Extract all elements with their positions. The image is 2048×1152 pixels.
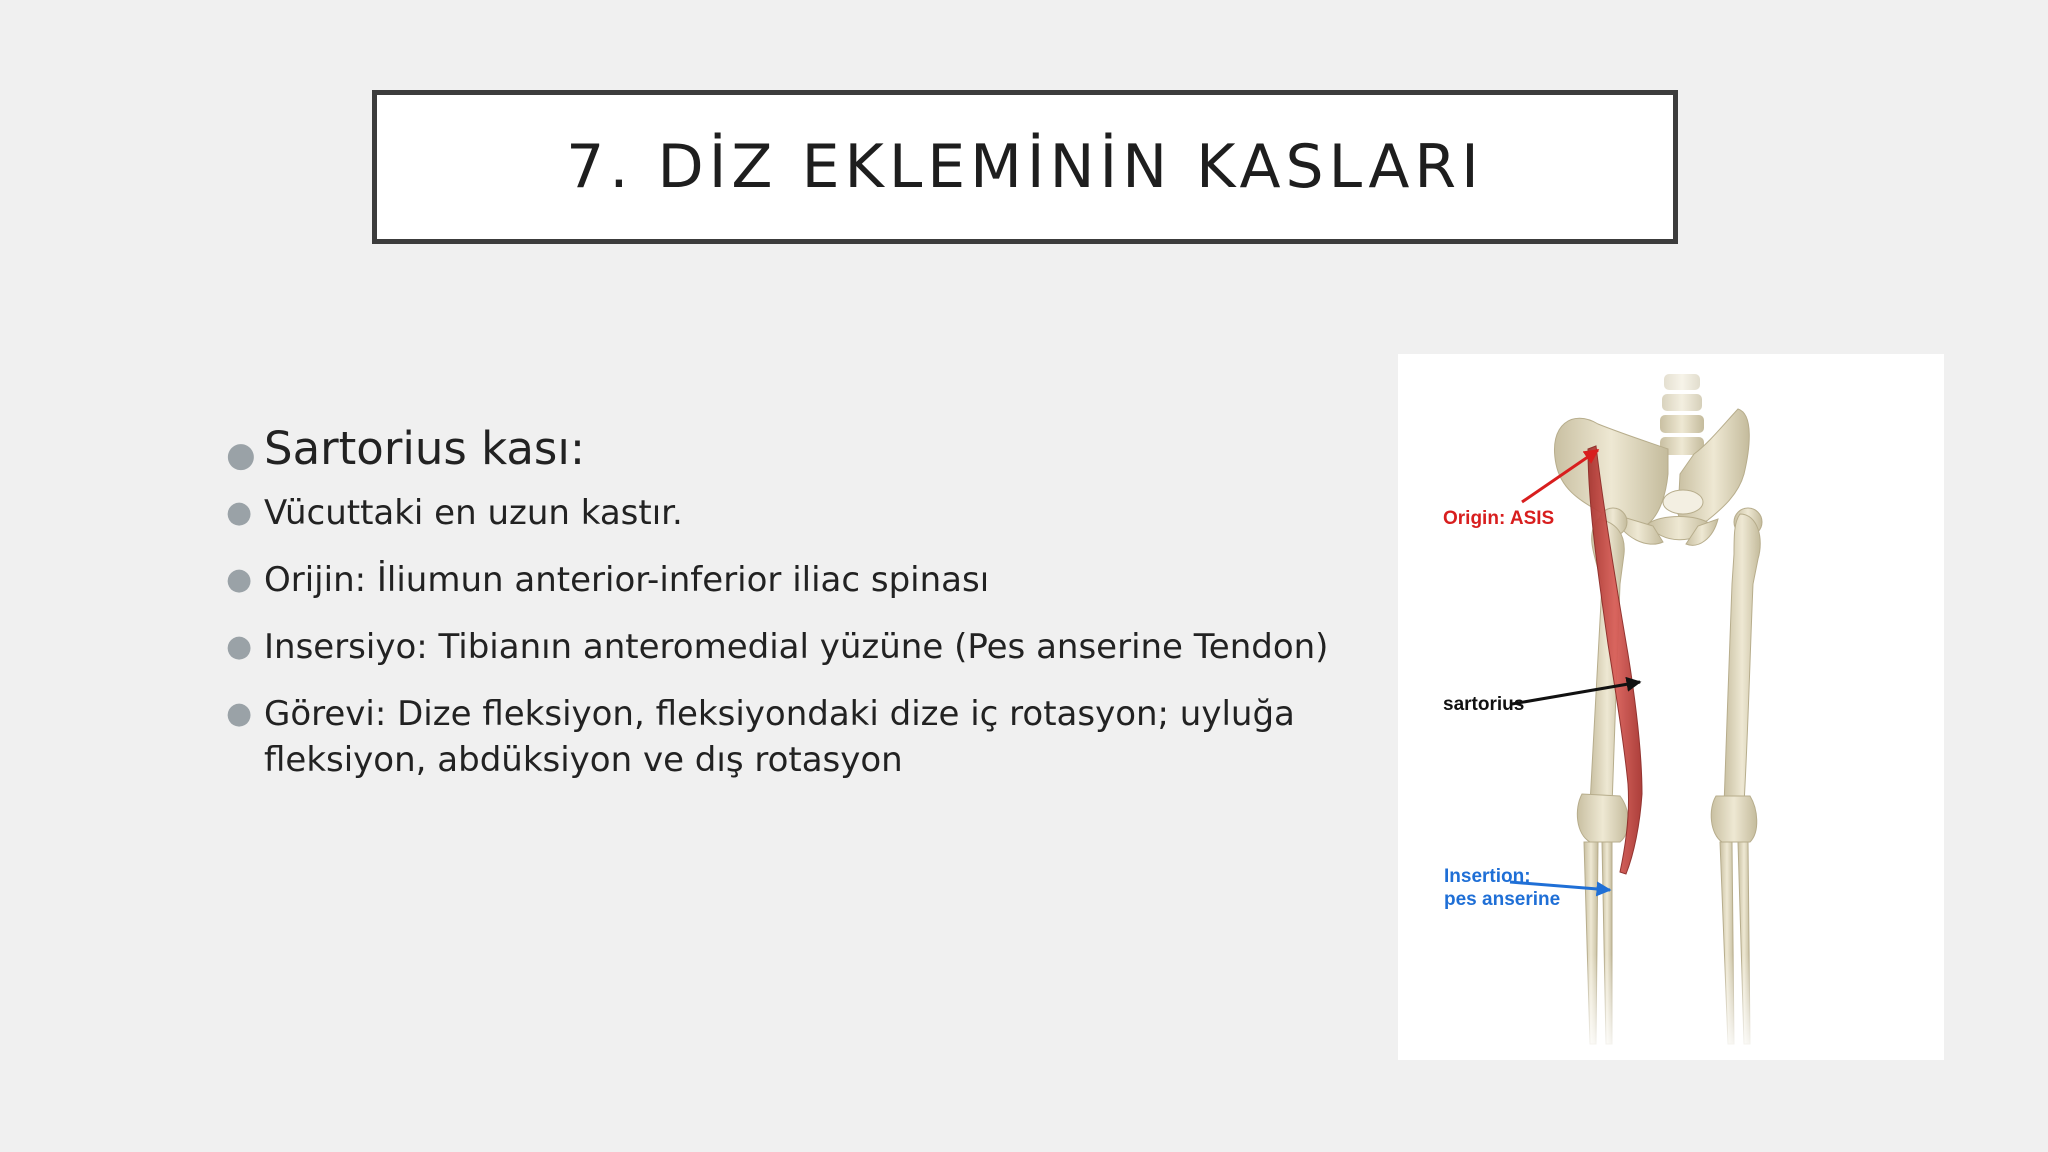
bullet-heading [222,418,1372,480]
bullet-text: Sartorius kası: [264,422,586,475]
insertion-label-line1: Insertion: [1444,866,1531,887]
fade-overlay [1398,954,1944,1060]
pelvis-icon [1554,409,1749,545]
bullet-dot-icon: ● [226,435,256,475]
insertion-label-line2: pes anserine [1444,889,1561,910]
sartorius-anatomy-figure [1398,354,1944,1060]
bullet-text: Insersiyo: Tibianın anteromedial yüzüne (Pes anserine Tendon) [264,627,1329,667]
bullet-text: Görevi: Dize fleksiyon, fleksiyondaki dize iç rotasyon; uyluğa fleksiyon, abdüksiyon ve dış rotasyon [264,694,1295,780]
origin-label: Origin: ASIS [1443,508,1555,529]
bullet-item [222,624,1372,670]
muscle-label: sartorius [1443,694,1525,715]
spine-icon [1660,374,1704,455]
bullet-dot-icon: ● [226,696,253,731]
anatomy-illustration [1398,354,1944,1060]
bullet-text: Orijin: İliumun anterior-inferior iliac spinası [264,560,990,600]
bullet-list [222,418,1372,804]
bullet-item [222,691,1372,783]
slide-title-box [372,90,1678,244]
bullet-dot-icon: ● [226,629,253,664]
bullet-item [222,557,1372,603]
bullet-text: Vücuttaki en uzun kastır. [264,493,683,533]
bullet-dot-icon: ● [226,562,253,597]
bullet-dot-icon: ● [226,495,253,530]
slide-title: 7. DİZ EKLEMİNİN KASLARI [566,132,1484,202]
bullet-item [222,490,1372,536]
